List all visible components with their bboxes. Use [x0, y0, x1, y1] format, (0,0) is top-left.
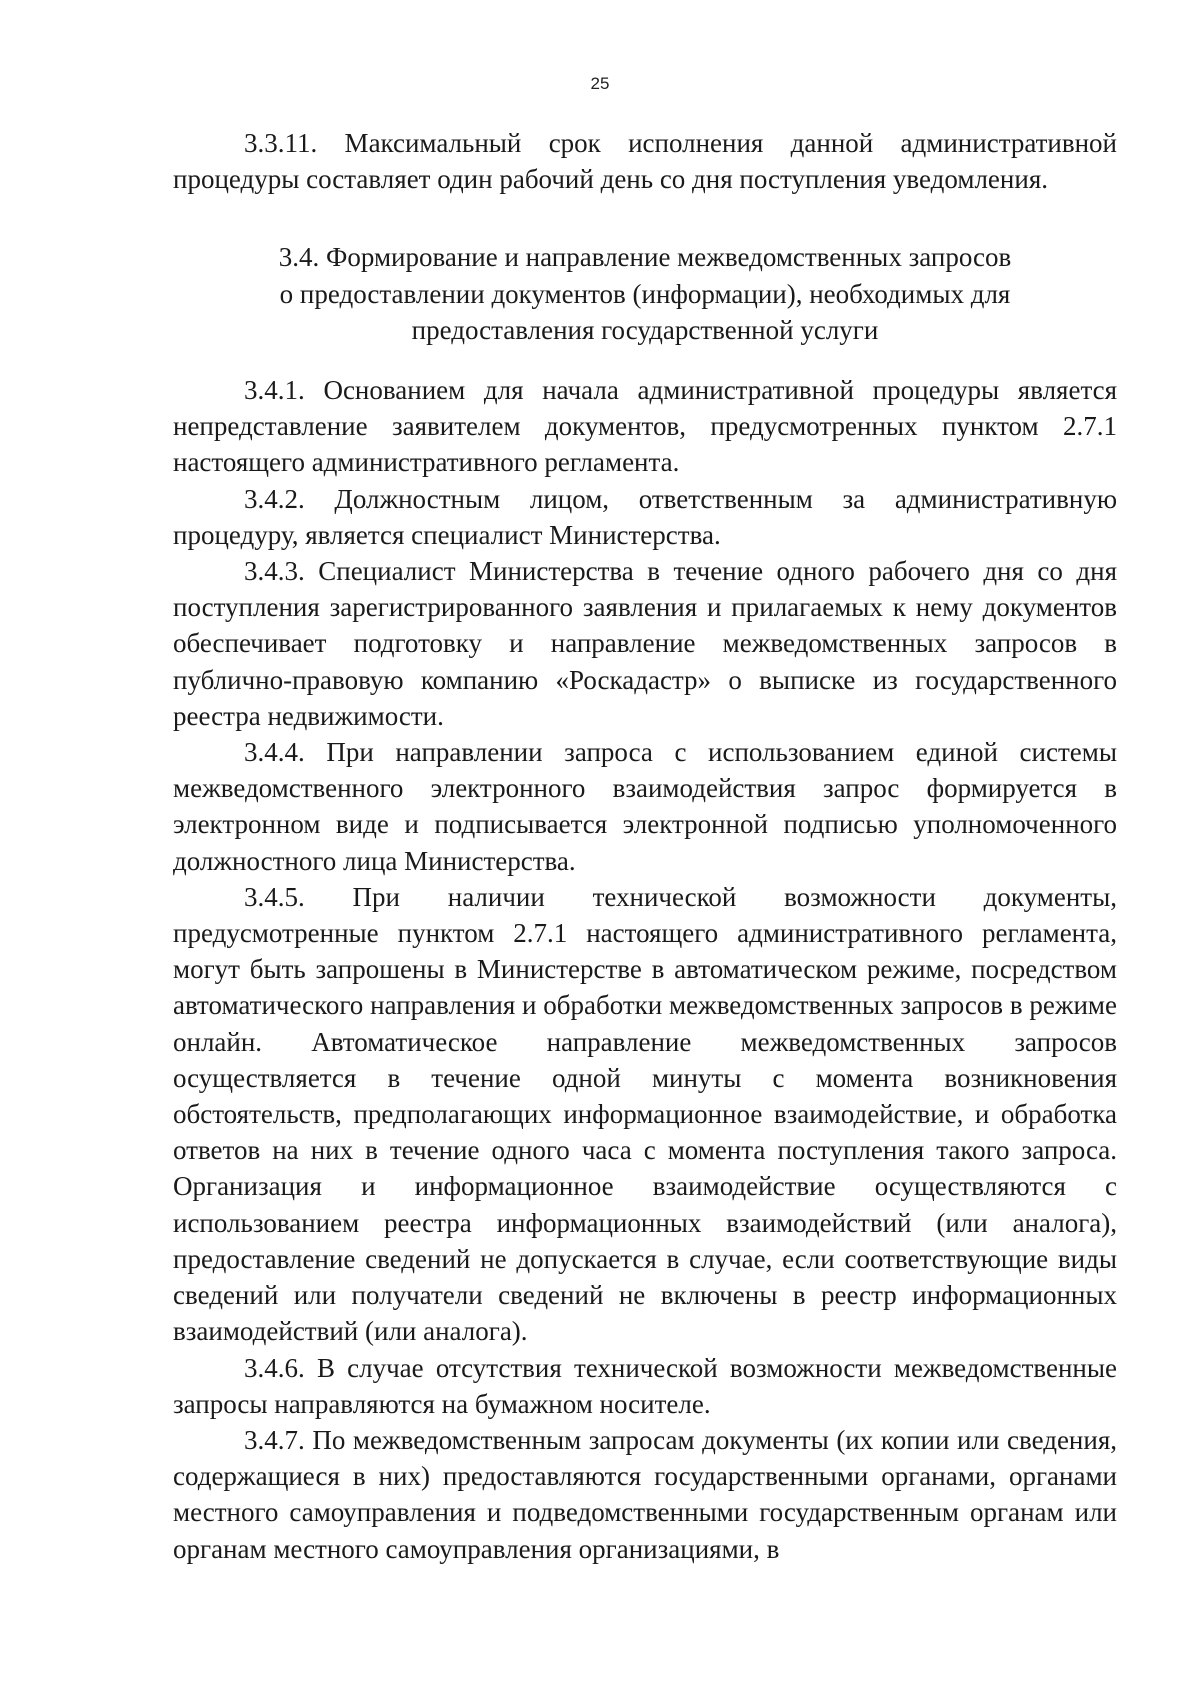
paragraph-3-4-1: 3.4.1. Основанием для начала административной процедуры является непредставление заявителем документов, предусмотренных пунктом 2.7.1 настоящего административного регламента. [173, 375, 1117, 478]
document-body [173, 125, 1117, 1567]
section-heading-3-4 [173, 239, 1117, 348]
paragraph-3-4-3: 3.4.3. Специалист Министерства в течение одного рабочего дня со дня поступления зарегистрированного заявления и прилагаемых к нему документов обеспечивает подготовку и направление межведомственных запросов в публично-правовую компанию «Роскадастр» о выписке из государственного реестра недвижимости. [173, 556, 1117, 731]
paragraph-3-4-6: 3.4.6. В случае отсутствия технической возможности межведомственные запросы направляются на бумажном носителе. [173, 1352, 1117, 1419]
paragraph-3-4-4: 3.4.4. При направлении запроса с использованием единой системы межведомственного электронного взаимодействия запрос формируется в электронном виде и подписывается электронной подписью уполномоченного должностного лица Министерства. [173, 737, 1117, 876]
page-number: 25 [590, 74, 610, 93]
paragraph-3-4-2: 3.4.2. Должностным лицом, ответственным за административную процедуру, является специалист Министерства. [173, 483, 1117, 550]
section-heading-line-1: 3.4. Формирование и направление межведомственных запросов [278, 242, 1012, 273]
paragraph-3-4-5: 3.4.5. При наличии технической возможности документы, предусмотренные пунктом 2.7.1 настоящего административного регламента, могут быть запрошены в Министерстве в автоматическом режиме, посредством автоматического направления и обработки межведомственных запросов в режиме онлайн. Автоматическое направление межведомственных запросов осуществляется в течение одной минуты с момента возникновения обстоятельств, предполагающих информационное взаимодействие, и обработка ответов на них в течение одного часа с момента поступления такого запроса. Организация и информационное взаимодействие осуществляются с использованием реестра информационных взаимодействий (или аналога), предоставление сведений не допускается в случае, если соответствующие виды сведений или получатели сведений не включены в реестр информационных взаимодействий (или аналога). [173, 881, 1117, 1347]
section-heading-line-2: о предоставлении документов (информации), необходимых для [279, 278, 1011, 309]
section-heading-line-3: предоставления государственной услуги [411, 314, 879, 345]
paragraph-3-4-7: 3.4.7. По межведомственным запросам документы (их копии или сведения, содержащиеся в них) предоставляются государственными органами, органами местного самоуправления и подведомственными государственным органам или органам местного самоуправления организациями, в [173, 1424, 1117, 1564]
paragraph-3-3-11: 3.3.11. Максимальный срок исполнения данной административной процедуры составляет один рабочий день со дня поступления уведомления. [173, 128, 1117, 195]
